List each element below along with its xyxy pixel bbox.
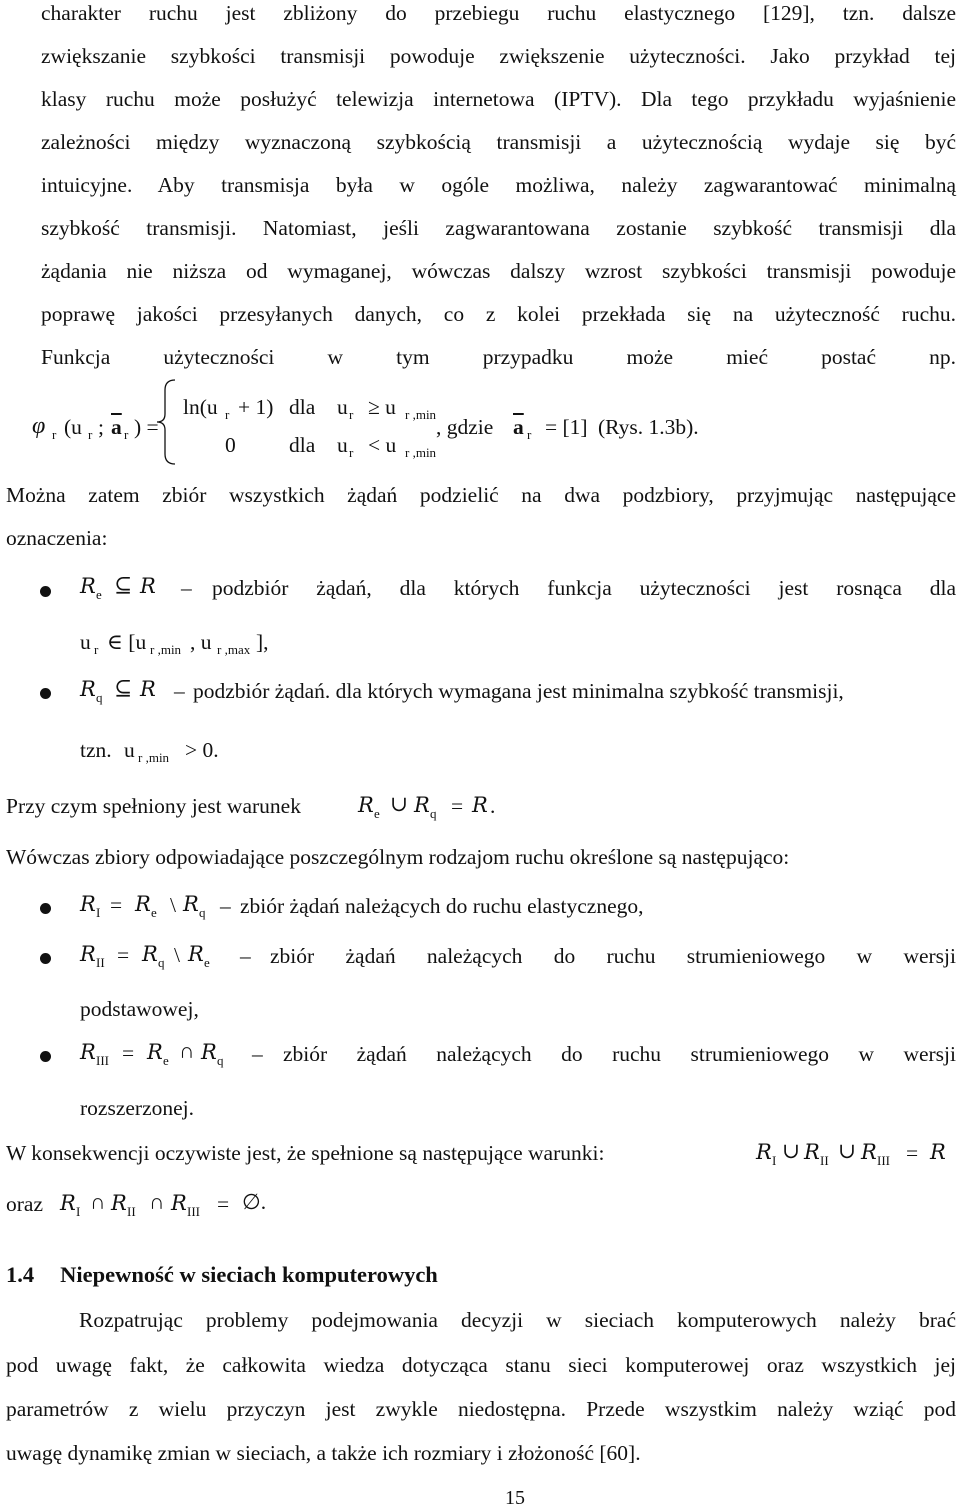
sub-III: III (96, 1053, 109, 1068)
bullet-icon (40, 586, 51, 597)
set-R: R (80, 677, 96, 701)
tzn-word: tzn. (80, 738, 112, 762)
text-line: uwagę dynamikę zmian w sieciach, a także ich rozmiary i złożoność [60]. (6, 1441, 641, 1465)
set-R: R (861, 1140, 877, 1164)
empty-set-icon: ∅. (242, 1190, 267, 1214)
sub-III: III (877, 1153, 890, 1168)
text-line: oraz (6, 1192, 43, 1216)
bullet-icon (40, 903, 51, 914)
gdzie-word: , gdzie (436, 415, 494, 439)
section-heading (6, 1264, 438, 1287)
set-R: R (472, 793, 488, 817)
case1: ln(u (183, 395, 218, 419)
u-var: u (80, 630, 91, 654)
text-line: Funkcja użyteczności w tym przypadku może mieć postać np. (41, 345, 956, 369)
set-R: R (201, 1040, 217, 1064)
text-line: poprawę jakości przesyłanych danych, co z kolei przekłada się na użyteczność ruchu. (41, 302, 956, 326)
text-line: parametrów z wielu przyczyn jest zwykle niedostępna. Przede wszystkim należy wziąć pod (6, 1397, 956, 1421)
a-value: = [1] (545, 415, 588, 439)
sub-I: I (76, 1204, 81, 1219)
eq-sign: = (122, 1041, 135, 1065)
text-line: W konsekwencji oczywiste jest, że spełnione są następujące warunki: (6, 1141, 605, 1165)
set-R: R (80, 574, 96, 598)
text-line: zbiór żądań należących do ruchu strumieniowego w wersji (270, 944, 956, 968)
eq-sign: = (451, 794, 464, 818)
sub-rmax: r ,max (217, 642, 251, 657)
dash: – (220, 894, 231, 918)
sub-r: r (88, 427, 93, 442)
set-R: R (142, 942, 158, 966)
set-R: R (183, 892, 199, 916)
subset-sign: ⊆ (114, 676, 133, 700)
dla-word: dla (289, 433, 316, 457)
text-line: rozszerzonej. (80, 1096, 194, 1120)
section-title: Niepewność w sieciach komputerowych (60, 1262, 438, 1287)
set-R: R (140, 677, 156, 701)
sub-r: r (124, 427, 129, 442)
set-R: R (80, 892, 96, 916)
sub-e: e (96, 587, 102, 602)
sub-I: I (96, 905, 101, 920)
text-line: Można zatem zbiór wszystkich żądań podzielić na dwa podzbiory, przyjmując następujące (6, 483, 956, 507)
formula-sep: ; (98, 415, 104, 439)
sub-q: q (96, 690, 103, 705)
a-bar: $\overline{a}$ (111, 415, 122, 439)
case2: 0 (225, 433, 236, 457)
intersect-sign: ∩ (90, 1190, 106, 1214)
sub-e: e (151, 905, 157, 920)
sub-r: r (225, 407, 230, 422)
sub-rmin: r ,min (138, 750, 170, 765)
range-expr: ∈ [u (107, 630, 147, 654)
u-var: u (337, 395, 348, 419)
text-line: pod uwagę fakt, że całkowita wiedza dotycząca stanu sieci komputerowej oraz wszystkich jej (6, 1353, 956, 1377)
range-end: ], (256, 630, 269, 654)
text-line: zależności między wyznaczoną szybkością transmisji a użytecznością wydaje się być (41, 130, 956, 154)
union-sign: ∪ (838, 1139, 857, 1163)
case1b: + 1) (238, 395, 274, 419)
sub-rmin: r ,min (150, 642, 182, 657)
sub-q: q (430, 806, 437, 821)
set-R: R (111, 1191, 127, 1215)
text-line: żądania nie niższa od wymaganej, wówczas dalszy wzrost szybkości transmisji powoduje (41, 259, 956, 283)
set-R: R (756, 1140, 772, 1164)
text-line: szybkość transmisji. Natomiast, jeśli zagwarantowana zostanie szybkość transmisji dla (41, 216, 956, 240)
section-number: 1.4 (6, 1262, 35, 1287)
text-line: intuicyjne. Aby transmisja była w ogóle możliwa, należy zagwarantować minimalną (41, 173, 956, 197)
phi-symbol: φ (32, 413, 46, 439)
eq-sign: = (117, 943, 130, 967)
set-R: R (188, 942, 204, 966)
text-line: oznaczenia: (6, 526, 108, 550)
eq-sign: = (906, 1141, 919, 1165)
ge-sign: ≥ u (368, 395, 396, 419)
intersect-sign: ∩ (149, 1190, 165, 1214)
text-line: podzbiór żądań, dla których funkcja użyteczności jest rosnąca dla (212, 576, 956, 600)
bullet-icon (40, 688, 51, 699)
formula-args: (u (64, 415, 82, 439)
set-R: R (140, 574, 156, 598)
union-sign: ∪ (390, 792, 409, 816)
sub-r: r (349, 445, 354, 460)
formula-close: ) = (134, 415, 159, 439)
set-R: R (358, 793, 374, 817)
u-var: u (124, 738, 135, 762)
text-line: zbiór żądań należących do ruchu elastycznego, (240, 894, 644, 918)
sub-I: I (772, 1153, 777, 1168)
text-line: charakter ruchu jest zbliżony do przebiegu ruchu elastycznego [129], tzn. dalsze (41, 1, 956, 25)
text-line: zwiększanie szybkości transmisji powoduje zwiększenie użyteczności. Jako przykład tej (41, 44, 956, 68)
sub-q: q (217, 1053, 224, 1068)
set-R: R (804, 1140, 820, 1164)
figure-ref: (Rys. 1.3b). (598, 415, 699, 439)
eq-sign: = (217, 1192, 230, 1216)
setminus: \ (170, 893, 176, 917)
text-line: Wówczas zbiory odpowiadające poszczególnym rodzajom ruchu określone są następująco: (6, 845, 790, 869)
sub-e: e (163, 1053, 169, 1068)
sub-rmin: r ,min (405, 445, 437, 460)
u-var: u (337, 433, 348, 457)
sub-r: r (94, 642, 99, 657)
eq-sign: = (110, 893, 123, 917)
text-line: Rozpatrując problemy podejmowania decyzji w sieciach komputerowych należy brać (79, 1308, 956, 1332)
sub-III: III (187, 1204, 200, 1219)
dash: – (252, 1042, 263, 1066)
sub-e: e (374, 806, 380, 821)
sub-r: r (349, 407, 354, 422)
set-R: R (60, 1191, 76, 1215)
dla-word: dla (289, 395, 316, 419)
comma: , u (190, 630, 212, 654)
union-sign: ∪ (782, 1139, 801, 1163)
sub-II: II (820, 1153, 829, 1168)
set-R: R (147, 1040, 163, 1064)
sub-q: q (199, 905, 206, 920)
sub-e: e (204, 955, 210, 970)
bullet-icon (40, 953, 51, 964)
setminus: \ (174, 943, 180, 967)
set-R: R (171, 1191, 187, 1215)
subset-sign: ⊆ (114, 573, 133, 597)
intersect-sign: ∩ (179, 1039, 195, 1063)
dash: – (174, 679, 185, 703)
sub-II: II (127, 1204, 136, 1219)
text-line: klasy ruchu może posłużyć telewizja internetowa (IPTV). Dla tego przykładu wyjaśnienie (41, 87, 956, 111)
text-line: Przy czym spełniony jest warunek (6, 794, 301, 818)
text-line: zbiór żądań należących do ruchu strumieniowego w wersji (283, 1042, 956, 1066)
set-R: R (414, 793, 430, 817)
sub-II: II (96, 955, 105, 970)
sub-r: r (527, 427, 532, 442)
sub-q: q (158, 955, 165, 970)
brace-icon (155, 378, 177, 466)
a-bar: $\overline{a}$ (513, 415, 524, 439)
sub-rmin: r ,min (405, 407, 437, 422)
dash: – (240, 944, 251, 968)
gt-zero: > 0. (185, 738, 219, 762)
set-R: R (930, 1140, 946, 1164)
dash: – (181, 576, 192, 600)
bullet-icon (40, 1051, 51, 1062)
set-R: R (135, 892, 151, 916)
text-line: podstawowej, (80, 997, 199, 1021)
period: . (490, 794, 496, 818)
sub-r: r (52, 427, 57, 442)
text-line: podzbiór żądań. dla których wymagana jest minimalna szybkość transmisji, (193, 679, 844, 703)
set-R: R (80, 1040, 96, 1064)
lt-sign: < u (368, 433, 397, 457)
set-R: R (80, 942, 96, 966)
page-number: 15 (505, 1487, 525, 1509)
